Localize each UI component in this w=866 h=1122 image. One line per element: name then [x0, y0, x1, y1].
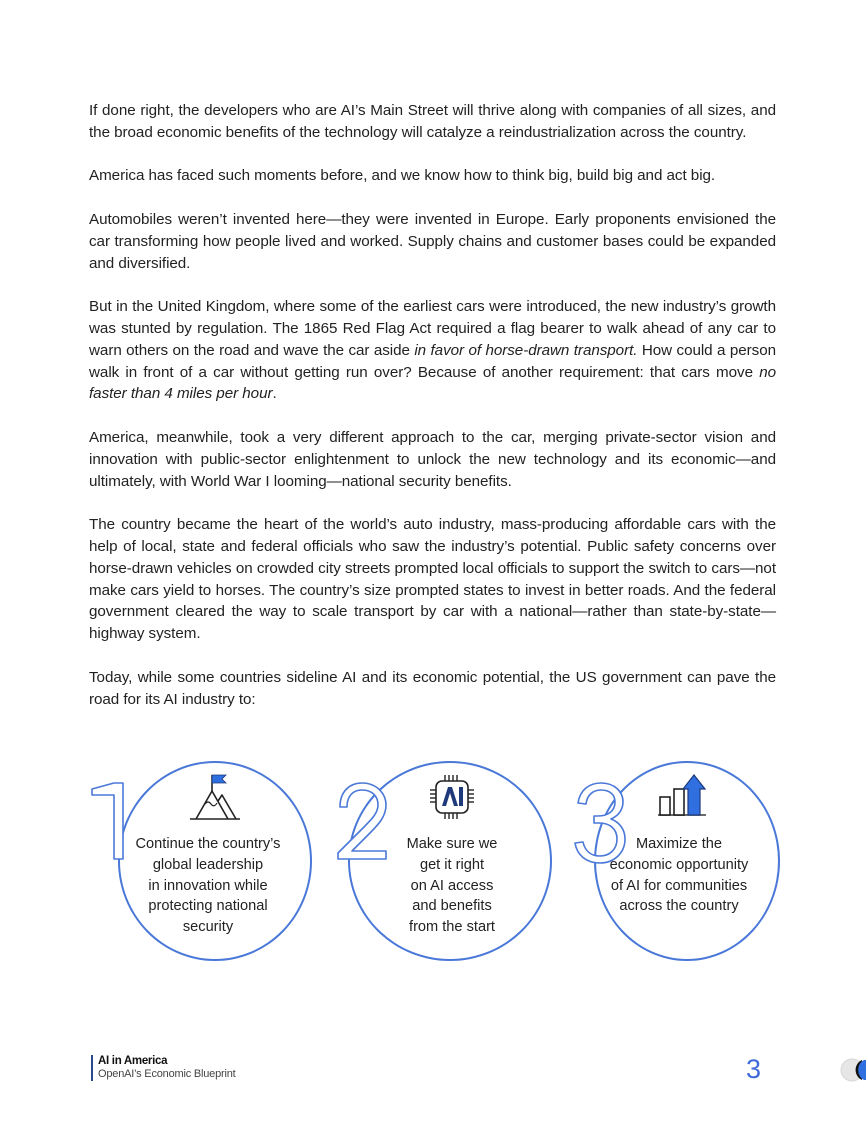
paragraph-4-part-3: . [272, 385, 277, 403]
pillar-1-caption [128, 834, 288, 938]
pillar-1 [88, 755, 328, 970]
pillar-1-caption-line: Continue the country’s [135, 836, 281, 852]
pillar-3-caption-line: economic opportunity [609, 856, 749, 873]
mountain-flag-icon [188, 773, 242, 823]
body-text [89, 100, 776, 732]
pillar-3-caption [594, 834, 764, 917]
paragraph-7: Today, while some countries sideline AI and its economic potential, the US government can pave the road for its AI industry to: [89, 668, 776, 708]
paragraph-4-italic-1: in favor of horse-drawn transport. [414, 341, 638, 359]
navigation-toggle-icon[interactable] [840, 1058, 866, 1082]
pillar-2-caption-line: from the start [409, 919, 495, 936]
pillar-2-caption-line: Make sure we [406, 836, 498, 852]
pillar-2-caption-line: and benefits [412, 898, 492, 915]
pillar-3-caption-line: Maximize the [636, 836, 722, 852]
pillar-3-caption-line: across the country [619, 898, 739, 915]
bar-chart-growth-icon [658, 773, 706, 819]
paragraph-6: The country became the heart of the world’s auto industry, mass-producing affordable cars with the help of local, state and federal officials who saw the industry’s potential. Public safety concerns over horse-drawn vehicles on crowded city streets prompted local officials to support the switch to cars—not make cars yield to horses. The country’s size prompted states to invest in better roads. And the federal government cleared the way to scale transport by car with a national—rather than state-by-state—highway system. [89, 516, 776, 643]
pillar-2-caption-line: on AI access [410, 877, 494, 894]
paragraph-5: America, meanwhile, took a very different approach to the car, merging private-sector vision and innovation with public-sector enlightenment to unlock the new technology and its economic—and ultimately, with World War I looming—national security benefits. [89, 428, 776, 490]
pillars-section [0, 755, 866, 970]
ai-chip-icon [428, 773, 476, 821]
pillar-2-caption-line: get it right [419, 856, 485, 873]
pillar-3-caption-line: of AI for communities [610, 877, 748, 894]
paragraph-4 [89, 296, 776, 405]
paragraph-2: America has faced such moments before, and we know how to think big, build big and act big. [89, 167, 716, 185]
footer-subtitle: OpenAI’s Economic Blueprint [98, 1068, 236, 1080]
pillar-1-caption-line: in innovation while [148, 877, 268, 894]
pillar-1-caption-line: protecting national [148, 898, 268, 915]
pillar-2-caption [382, 834, 522, 938]
paragraph-4-part-2: How could a person walk in front of a car without getting run over? Because of another requirement: that cars move [89, 341, 776, 381]
page-number: 3 [746, 1054, 762, 1084]
paragraph-4-italic-2: no faster than 4 miles per hour [89, 363, 776, 403]
pillar-3 [570, 755, 810, 970]
pillar-1-caption-line: security [182, 919, 234, 936]
footer-title: AI in America [98, 1055, 168, 1067]
paragraph-4-part-1: But in the United Kingdom, where some of the earliest cars were introduced, the new industry’s growth was stunted by regulation. The 1865 Red Flag Act required a flag bearer to walk ahead of any car to warn others on the road and wave the car aside [89, 298, 776, 359]
numeral-one-outline [88, 781, 128, 861]
pillar-1-caption-line: global leadership [152, 856, 264, 873]
pillar-2 [332, 755, 572, 970]
paragraph-3: Automobiles weren’t invented here—they were invented in Europe. Early proponents envisioned the car transforming how people lived and worked. Supply chains and customer bases could be expanded and diversified. [89, 210, 776, 272]
footer-brand [91, 1055, 235, 1081]
paragraph-1: If done right, the developers who are AI’s Main Street will thrive along with companies of all sizes, and the broad economic benefits of the technology will catalyze a reindustrialization across the country. [89, 102, 776, 141]
